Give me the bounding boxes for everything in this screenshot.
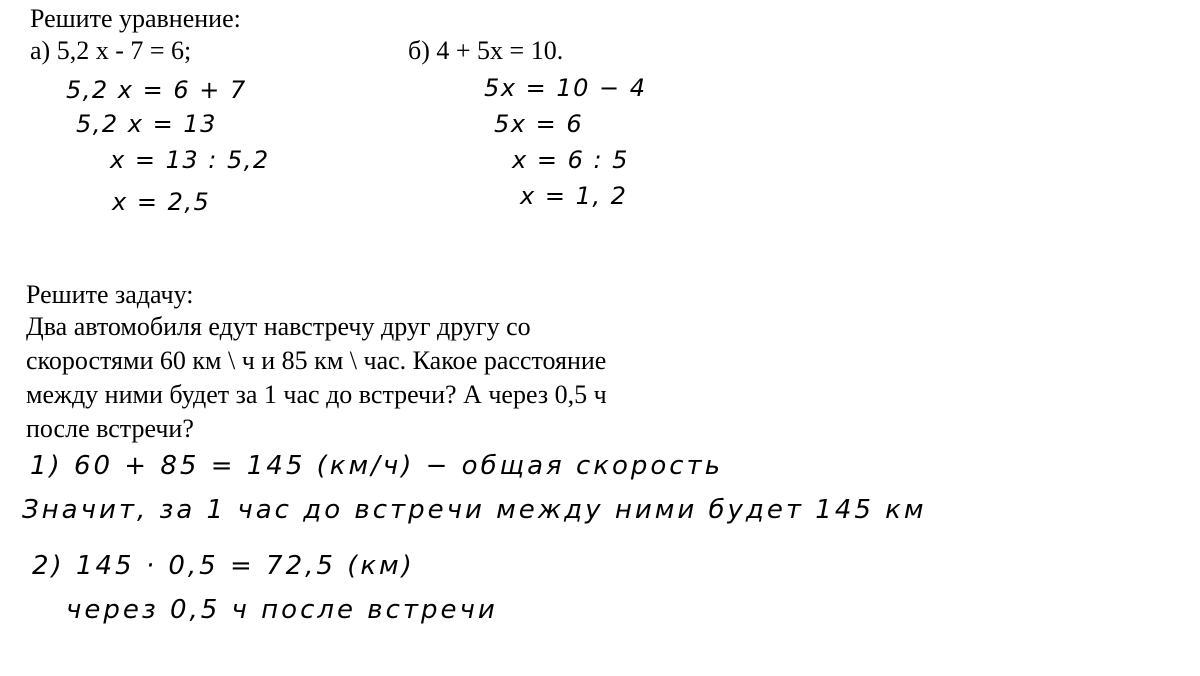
- solution-b-line-3: x = 6 : 5: [512, 146, 629, 174]
- equation-a: а) 5,2 х - 7 = 6;: [30, 36, 192, 65]
- solution-a-line-4: x = 2,5: [112, 188, 211, 216]
- solution-a-line-1: 5,2 x = 6 + 7: [66, 76, 247, 104]
- solution-conclusion-1: Значит, за 1 час до встречи между ними будет 145 км: [22, 495, 927, 525]
- equation-section-title: Решите уравнение:: [30, 4, 241, 33]
- problem-line-3: между ними будет за 1 час до встречи? А через 0,5 ч: [26, 380, 607, 409]
- solution-conclusion-2: через 0,5 ч после встречи: [66, 595, 498, 625]
- problem-line-4: после встречи?: [26, 414, 194, 443]
- problem-section-title: Решите задачу:: [26, 280, 194, 309]
- solution-b-line-4: x = 1, 2: [520, 182, 628, 210]
- solution-b-line-1: 5x = 10 − 4: [484, 74, 647, 102]
- solution-b-line-2: 5x = 6: [494, 110, 584, 138]
- solution-a-line-2: 5,2 x = 13: [76, 110, 217, 138]
- problem-line-2: скоростями 60 км \ ч и 85 км \ час. Какое расстояние: [26, 346, 607, 375]
- solution-step-2: 2) 145 · 0,5 = 72,5 (км): [32, 551, 415, 581]
- equation-b: б) 4 + 5х = 10.: [408, 36, 564, 65]
- solution-step-1: 1) 60 + 85 = 145 (км/ч) − общая скорость: [30, 451, 724, 481]
- problem-line-1: Два автомобиля едут навстречу друг другу со: [26, 312, 531, 341]
- solution-a-line-3: x = 13 : 5,2: [110, 146, 270, 174]
